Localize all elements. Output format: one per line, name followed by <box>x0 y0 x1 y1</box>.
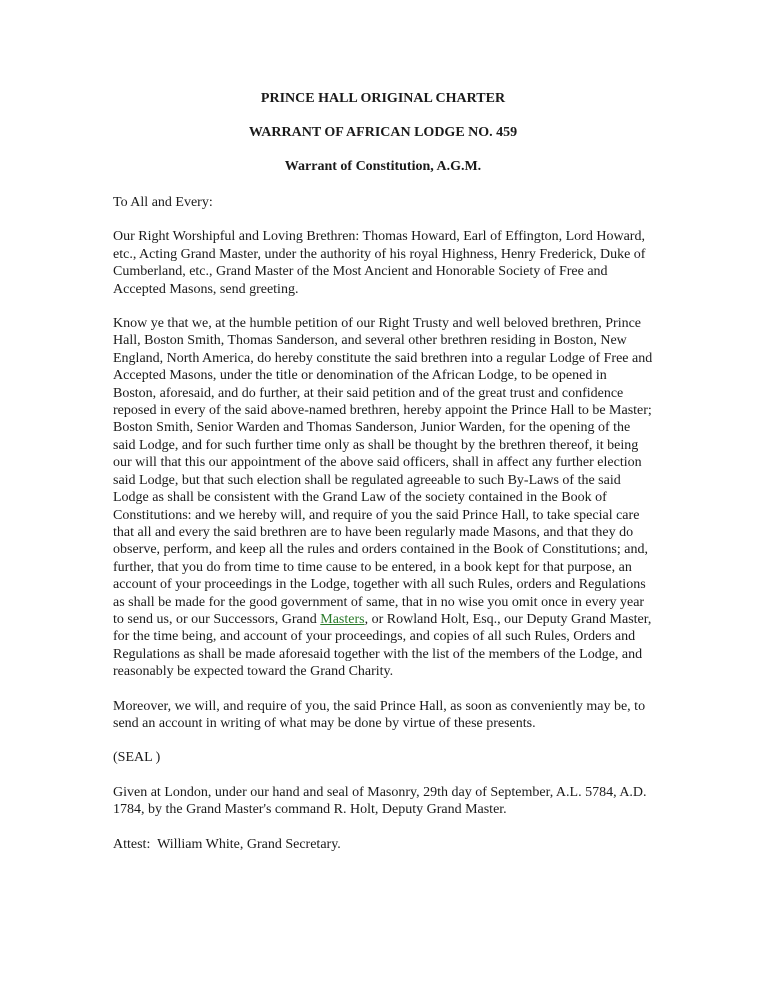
paragraph-warrant-text-2: , or Rowland Holt, Esq., our Deputy Grand Master, for the time being, and account of your proceedings, and copies of all such Rules, Orders and Regulations as shall be made aforesaid together with the list of the members of the Lodge, and reasonably be expected toward the Grand Charity. <box>113 611 652 680</box>
masters-link[interactable]: Masters <box>320 611 365 627</box>
document-title: PRINCE HALL ORIGINAL CHARTER <box>260 91 506 106</box>
paragraph-warrant <box>113 315 653 681</box>
paragraph-warrant-text-1: Know ye that we, at the humble petition of our Right Trusty and well beloved brethren, Prince Hall, Boston Smith, Thomas Sanderson, and several other brethren residing in Boston, New England, North America, do hereby constitute the said brethren into a regular Lodge of Free and Accepted Masons, under the title or denomination of the African Lodge, to be opened in Boston, aforesaid, and do further, at their said petition and of the great trust and confidence reposed in every of the said above-named brethren, hereby appoint the Prince Hall to be Master; Boston Smith, Senior Warden and Thomas Sanderson, Junior Warden, for the opening of the said Lodge, and for such further time only as shall be thought by the brethren thereof, it being our will that this our appointment of the above said officers, shall in affect any further election said Lodge, but that such election shall be regulated agreeable to such By-Laws of the said Lodge as shall be consistent with the Grand Law of the society contained in the Book of Constitutions: and we hereby will, and require of you the said Prince Hall, to take special care that all and every the said brethren are to have been regularly made Masons, and that they do observe, perform, and keep all the rules and orders contained in the Book of Constitutions; and, further, that you do from time to time cause to be entered, in a book kept for that purpose, an account of your proceedings in the Lodge, together with all such Rules, orders and Regulations as shall be made for the good government of same, that in no wise you omit once in every year to send us, or our Successors, Grand <box>113 316 653 627</box>
document-subtitle: WARRANT OF AFRICAN LODGE NO. 459 <box>248 125 518 140</box>
paragraph-moreover: Moreover, we will, and require of you, the said Prince Hall, as soon as conveniently may be, to send an account in writing of what may be done by virtue of these presents. <box>113 698 646 731</box>
paragraph-greeting: Our Right Worshipful and Loving Brethren: Thomas Howard, Earl of Effington, Lord Howard, etc., Acting Grand Master, under the authority of his royal Highness, Henry Frederick, Duke of Cumberland, etc., Grand Master of the Most Ancient and Honorable Society of Free and Accepted Masons, send greeting. <box>113 229 646 297</box>
paragraph-given: Given at London, under our hand and seal of Masonry, 29th day of September, A.L. 5784, A.D. 1784, by the Grand Master's command R. Holt, Deputy Grand Master. <box>113 784 647 818</box>
document-section-heading: Warrant of Constitution, A.G.M. <box>284 159 482 174</box>
attest-line: Attest: William White, Grand Secretary. <box>113 836 341 852</box>
seal-text: (SEAL ) <box>113 750 161 766</box>
salutation: To All and Every: <box>113 195 213 210</box>
document-page <box>113 90 653 870</box>
